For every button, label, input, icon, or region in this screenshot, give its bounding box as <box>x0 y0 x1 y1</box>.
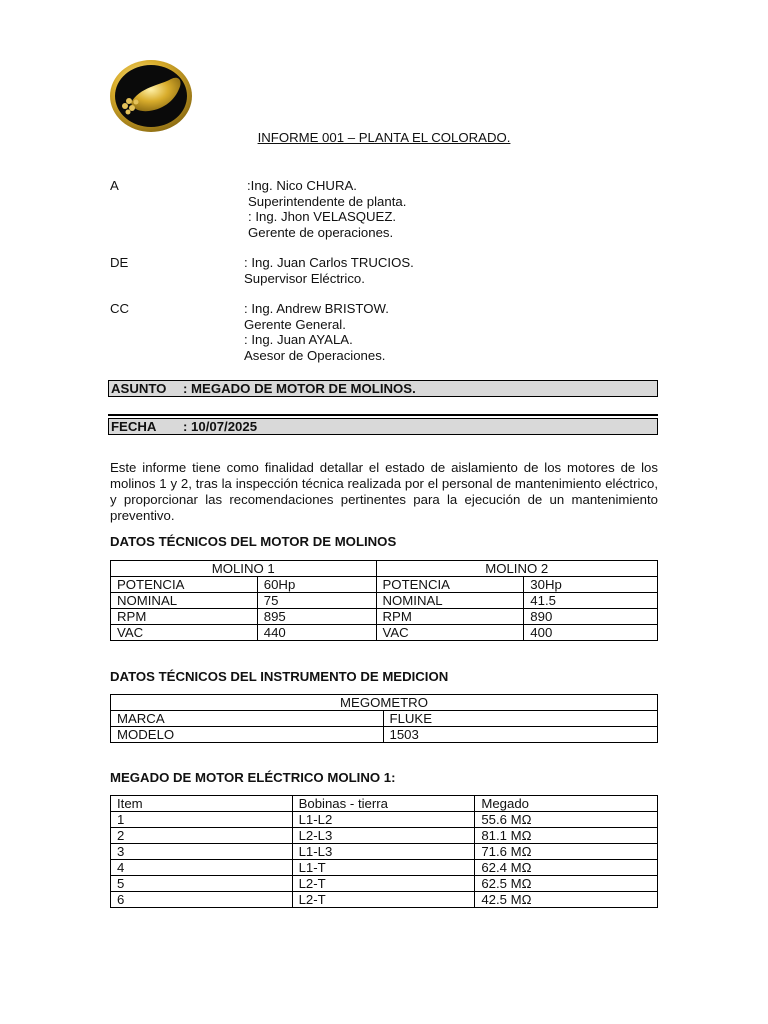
recipients-de <box>244 255 414 286</box>
intro-paragraph: Este informe tiene como finalidad detallar el estado de aislamiento de los motores de los molinos 1 y 2, tras la inspección técnica realizada por el personal de mantenimiento eléctrico, y proporcionar las recomendaciones pertinentes para la ejecución de un mantenimiento preventivo. <box>110 460 658 523</box>
table-cell: 890 <box>524 609 658 625</box>
fecha-box <box>108 418 658 435</box>
table-row <box>111 828 658 844</box>
table-cell: 895 <box>257 609 376 625</box>
table-cell: L2-L3 <box>292 828 475 844</box>
table-cell: 41.5 <box>524 593 658 609</box>
table-cell: L1-L3 <box>292 844 475 860</box>
report-title-text: INFORME 001 – PLANTA EL COLORADO. <box>257 130 511 145</box>
divider <box>108 414 658 416</box>
table-row <box>111 844 658 860</box>
recipients-a <box>247 178 406 240</box>
table-row <box>111 593 658 609</box>
label-a: A <box>110 178 119 193</box>
recipients-cc <box>244 301 389 363</box>
table-cell: NOMINAL <box>376 593 524 609</box>
megado-heading: MEGADO DE MOTOR ELÉCTRICO MOLINO 1: <box>110 770 396 785</box>
recipient-line: : Ing. Juan AYALA. <box>244 332 353 348</box>
label-de: DE <box>110 255 129 270</box>
table-row <box>111 812 658 828</box>
recipient-line: : Ing. Jhon VELASQUEZ. <box>248 209 397 225</box>
recipient-line: Asesor de Operaciones. <box>244 347 386 363</box>
table-cell: NOMINAL <box>111 593 258 609</box>
table-cell: 30Hp <box>524 577 658 593</box>
table-cell: 3 <box>111 844 293 860</box>
table-cell: 440 <box>257 625 376 641</box>
table-cell: 81.1 MΩ <box>475 828 658 844</box>
motor-table <box>110 560 658 641</box>
table-row <box>111 577 658 593</box>
table-cell: 1 <box>111 812 293 828</box>
table-cell: MEGOMETRO <box>111 695 658 711</box>
table-cell: VAC <box>376 625 524 641</box>
recipient-line: Gerente General. <box>244 316 346 332</box>
table-cell: 71.6 MΩ <box>475 844 658 860</box>
fecha-label: FECHA <box>111 419 157 434</box>
table-cell: 1503 <box>383 727 657 743</box>
table-cell: L1-L2 <box>292 812 475 828</box>
table-cell: 60Hp <box>257 577 376 593</box>
table-cell: L1-T <box>292 860 475 876</box>
table-row <box>111 561 658 577</box>
table-row <box>111 892 658 908</box>
instrument-heading: DATOS TÉCNICOS DEL INSTRUMENTO DE MEDICION <box>110 669 449 684</box>
asunto-box <box>108 380 658 397</box>
table-cell: MOLINO 2 <box>376 561 657 577</box>
recipient-line: :Ing. Nico CHURA. <box>247 178 357 193</box>
table-cell: POTENCIA <box>376 577 524 593</box>
table-cell: 6 <box>111 892 293 908</box>
table-cell: 75 <box>257 593 376 609</box>
table-cell: RPM <box>111 609 258 625</box>
table-row <box>111 727 658 743</box>
recipient-line: Supervisor Eléctrico. <box>244 270 365 286</box>
table-cell: MOLINO 1 <box>111 561 377 577</box>
table-cell: L2-T <box>292 876 475 892</box>
table-row <box>111 609 658 625</box>
table-row <box>111 625 658 641</box>
megado-table <box>110 795 658 908</box>
table-cell: MODELO <box>111 727 384 743</box>
table-cell: L2-T <box>292 892 475 908</box>
recipient-line: : Ing. Juan Carlos TRUCIOS. <box>244 255 414 270</box>
instrument-table <box>110 694 658 743</box>
table-cell: 400 <box>524 625 658 641</box>
table-cell: 2 <box>111 828 293 844</box>
table-header-cell: Megado <box>475 796 658 812</box>
asunto-value: : MEGADO DE MOTOR DE MOLINOS. <box>183 381 416 396</box>
motor-heading: DATOS TÉCNICOS DEL MOTOR DE MOLINOS <box>110 534 397 549</box>
recipient-line: : Ing. Andrew BRISTOW. <box>244 301 389 316</box>
table-cell: 42.5 MΩ <box>475 892 658 908</box>
table-cell: 62.4 MΩ <box>475 860 658 876</box>
table-cell: 62.5 MΩ <box>475 876 658 892</box>
company-logo <box>109 59 193 133</box>
table-row <box>111 876 658 892</box>
table-cell: 5 <box>111 876 293 892</box>
table-cell: 55.6 MΩ <box>475 812 658 828</box>
table-cell: 4 <box>111 860 293 876</box>
report-title <box>0 130 768 145</box>
label-cc: CC <box>110 301 130 316</box>
recipient-line: Superintendente de planta. <box>248 193 407 209</box>
table-row <box>111 695 658 711</box>
table-row <box>111 860 658 876</box>
table-cell: RPM <box>376 609 524 625</box>
table-cell: VAC <box>111 625 258 641</box>
table-cell: POTENCIA <box>111 577 258 593</box>
table-row <box>111 711 658 727</box>
table-cell: FLUKE <box>383 711 657 727</box>
table-header-cell: Bobinas - tierra <box>292 796 475 812</box>
fecha-value: : 10/07/2025 <box>183 419 258 434</box>
asunto-label: ASUNTO <box>111 381 167 396</box>
table-row <box>111 796 658 812</box>
table-cell: MARCA <box>111 711 384 727</box>
table-header-cell: Item <box>111 796 293 812</box>
cornucopia-icon <box>109 59 193 133</box>
recipient-line: Gerente de operaciones. <box>248 224 394 240</box>
